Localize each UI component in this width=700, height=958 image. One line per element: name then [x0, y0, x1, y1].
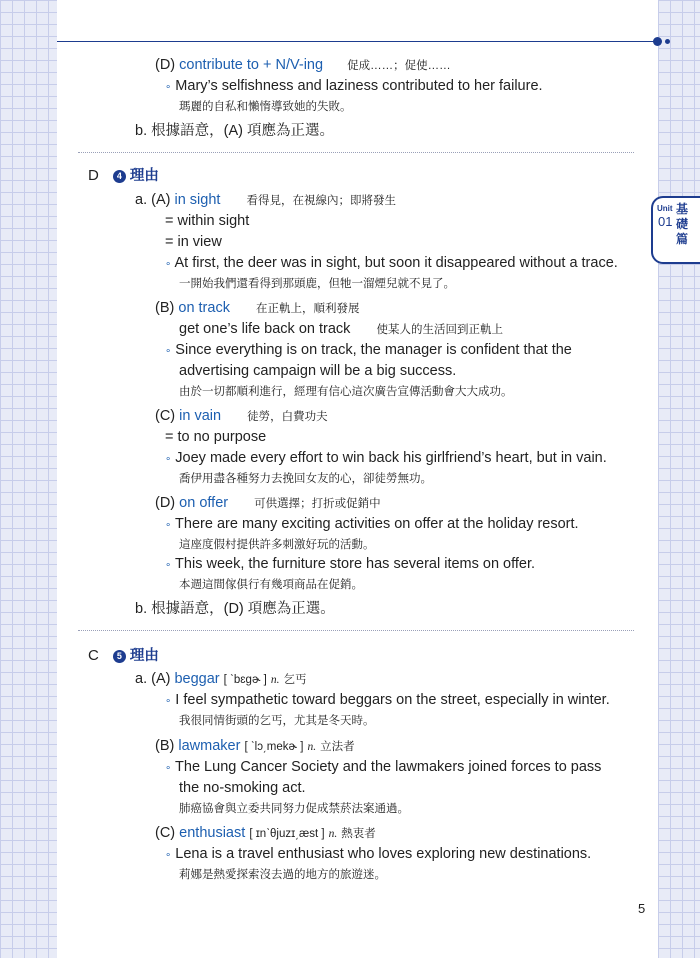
q4-number-icon: 4: [113, 170, 126, 183]
entry-c-header: [155, 824, 376, 843]
related-phrase: [179, 320, 503, 339]
example-sentence: [165, 691, 610, 711]
example-en: Since everything is on track, the manager is confident that the: [175, 342, 572, 358]
q4-header: [88, 167, 159, 185]
top-rule: [57, 41, 654, 42]
top-rule-dot: [653, 37, 662, 46]
q5-answer: C: [88, 647, 99, 664]
q5-header: [88, 647, 159, 665]
entry-term: lawmaker: [178, 738, 241, 754]
entry-term: contribute to + N/V-ing: [179, 57, 324, 73]
example-translation: 肺癌協會與立委共同努力促成禁菸法案通過。: [179, 803, 409, 815]
example-translation: 由於一切都順利進行，經理有信心這次廣告宣傳活動會大大成功。: [179, 386, 513, 398]
q5-number-icon: 5: [113, 650, 126, 663]
phrase-gloss: 使某人的生活回到正軌上: [376, 324, 503, 336]
q4-reason-label: 理由: [129, 168, 159, 184]
entry-part-of-speech: n.: [328, 828, 338, 840]
example-en: This week, the furniture store has several items on offer.: [175, 556, 536, 572]
page-number: 5: [638, 901, 646, 916]
entry-gloss: 乞丐: [283, 674, 307, 686]
example-en: The Lung Cancer Society and the lawmakers joined forces to pass: [175, 759, 602, 775]
example-en: Lena is a travel enthusiast who loves exploring new destinations.: [175, 846, 592, 862]
example-sentence: [165, 758, 601, 778]
example-en-continued: the no-smoking act.: [179, 780, 306, 796]
example-translation: 瑪麗的自私和懶惰導致她的失敗。: [179, 101, 352, 113]
entry-part-of-speech: n.: [307, 741, 317, 753]
synonym: = within sight: [165, 213, 250, 229]
unit-tab-title: 基礎篇: [676, 202, 689, 246]
entry-b-header: [155, 737, 355, 756]
synonym: = in view: [165, 234, 222, 250]
entry-pronunciation: [ ˋbɛgɚ ]: [223, 674, 267, 686]
entry-label: (D): [155, 495, 176, 511]
entry-term: enthusiast: [179, 825, 246, 841]
entry-label: a. (A): [135, 192, 171, 208]
entry-d-header: [155, 56, 451, 75]
entry-label: (B): [155, 738, 175, 754]
section-divider: [78, 630, 634, 631]
synonym: = to no purpose: [165, 429, 267, 445]
bullet-icon: ∘: [165, 763, 172, 774]
example-sentence: [165, 555, 535, 575]
entry-b-header: [155, 299, 360, 318]
entry-label: (C): [155, 825, 176, 841]
example-en: I feel sympathetic toward beggars on the street, especially in winter.: [175, 692, 610, 708]
entry-pronunciation: [ ˋlɔ͵mekɚ ]: [244, 741, 304, 753]
bullet-icon: ∘: [165, 850, 172, 861]
conclusion: b. 根據語意，(D) 項應為正選。: [135, 601, 335, 617]
entry-gloss: 在正軌上，順利發展: [256, 303, 360, 315]
bullet-icon: ∘: [165, 520, 172, 531]
example-sentence: [165, 449, 607, 469]
q5-reason-label: 理由: [129, 648, 159, 664]
entry-part-of-speech: n.: [270, 674, 280, 686]
bullet-icon: ∘: [165, 259, 172, 270]
bullet-icon: ∘: [165, 560, 172, 571]
grid-margin-right: [658, 0, 700, 958]
entry-label: (C): [155, 408, 176, 424]
phrase-en: get one’s life back on track: [179, 321, 351, 337]
entry-gloss: 立法者: [320, 741, 355, 753]
entry-pronunciation: [ ɪnˋθjuzɪ͵æst ]: [249, 828, 325, 840]
example-en: Joey made every effort to win back his girlfriend’s heart, but in vain.: [175, 450, 607, 466]
example-en-continued: advertising campaign will be a big success.: [179, 363, 457, 379]
bullet-icon: ∘: [165, 454, 172, 465]
entry-gloss: 促成……；促使……: [347, 60, 451, 72]
bullet-icon: ∘: [165, 696, 172, 707]
entry-gloss: 看得見，在視線內；即將發生: [246, 195, 396, 207]
example-translation: 一開始我們還看得到那頭鹿，但牠一溜煙兒就不見了。: [179, 278, 455, 290]
unit-tab-label: Unit: [657, 204, 673, 213]
entry-label: (B): [155, 300, 175, 316]
entry-gloss: 徒勞，白費功夫: [247, 411, 328, 423]
entry-term: in sight: [174, 192, 221, 208]
example-sentence: [165, 341, 572, 361]
entry-term: beggar: [174, 671, 220, 687]
example-translation: 喬伊用盡各種努力去挽回女友的心，卻徒勞無功。: [179, 473, 432, 485]
entry-label: (D): [155, 57, 176, 73]
example-translation: 我很同情街頭的乞丐，尤其是冬天時。: [179, 715, 375, 727]
entry-a-header: [135, 191, 396, 210]
unit-tab-number: 01: [658, 214, 673, 229]
example-translation: 莉娜是熱愛探索沒去過的地方的旅遊迷。: [179, 869, 386, 881]
conclusion: b. 根據語意，(A) 項應為正選。: [135, 123, 334, 139]
bullet-icon: ∘: [165, 346, 172, 357]
bullet-icon: ∘: [165, 82, 172, 93]
entry-a-header: [135, 670, 307, 689]
entry-term: on track: [178, 300, 230, 316]
top-rule-dot-small: [665, 39, 670, 44]
example-sentence: [165, 254, 618, 274]
example-translation: 本週這間傢俱行有幾項商品在促銷。: [179, 579, 363, 591]
example-sentence: [165, 77, 543, 97]
entry-label: a. (A): [135, 671, 171, 687]
entry-d-header: [155, 494, 381, 513]
unit-tab[interactable]: [651, 196, 700, 264]
entry-term: in vain: [179, 408, 222, 424]
example-translation: 這座度假村提供許多刺激好玩的活動。: [179, 539, 375, 551]
entry-term: on offer: [179, 495, 229, 511]
entry-gloss: 熱衷者: [341, 828, 376, 840]
example-en: At first, the deer was in sight, but soon it disappeared without a trace.: [174, 255, 618, 271]
section-divider: [78, 152, 634, 153]
entry-gloss: 可供選擇；打折或促銷中: [254, 498, 381, 510]
example-en: There are many exciting activities on offer at the holiday resort.: [175, 516, 579, 532]
grid-margin-left: [0, 0, 57, 958]
q4-answer: D: [88, 167, 99, 184]
entry-c-header: [155, 407, 328, 426]
example-sentence: [165, 515, 579, 535]
example-en: Mary’s selfishness and laziness contributed to her failure.: [175, 78, 543, 94]
example-sentence: [165, 845, 591, 865]
